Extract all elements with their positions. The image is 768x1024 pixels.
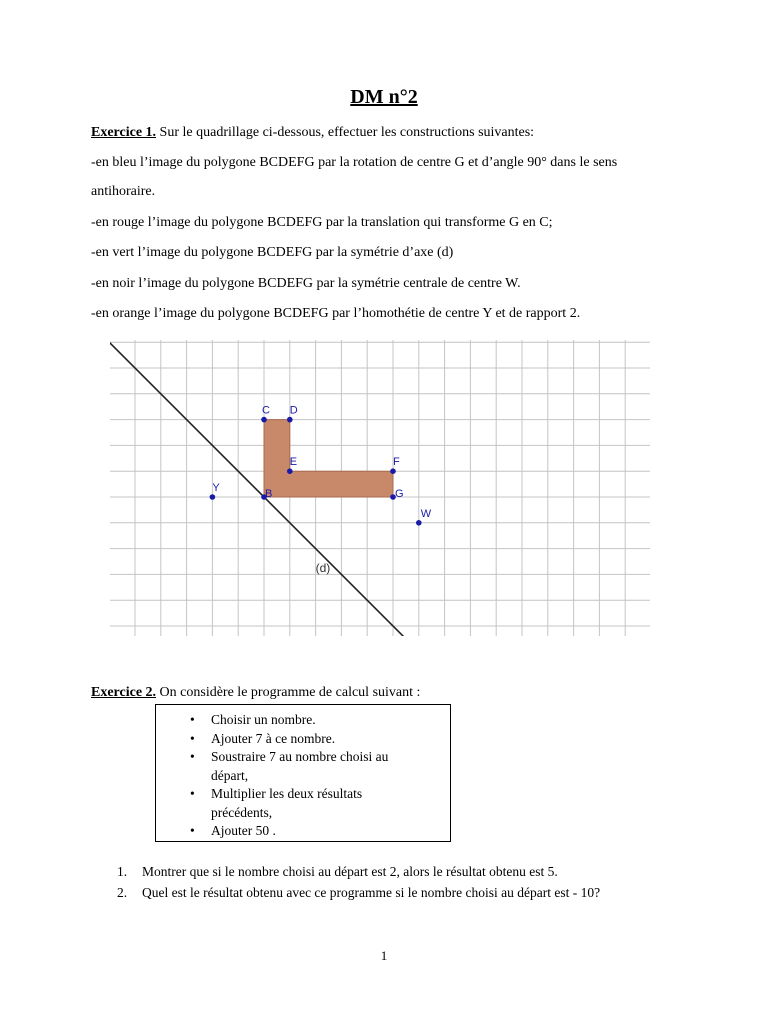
line-d-label: (d) (315, 560, 331, 575)
point-y (210, 494, 216, 500)
question-2 (117, 885, 600, 901)
exercise1-heading (91, 125, 534, 141)
question-text: Quel est le résultat obtenu avec ce programme si le nombre choisi au départ est - 10? (142, 885, 601, 900)
program-step: • Multiplier les deux résultats précédents, (211, 785, 442, 822)
exercise1-instruction: -en noir l’image du polygone BCDEFG par la symétrie centrale de centre W. (91, 276, 521, 291)
point-label-w: W (420, 507, 432, 520)
program-step: • Soustraire 7 au nombre choisi au départ, (211, 748, 442, 785)
point-e (287, 468, 293, 474)
page-number: 1 (380, 948, 388, 963)
exercise2-heading (91, 685, 420, 701)
point-label-y: Y (212, 482, 220, 494)
question-number: 2. (117, 885, 128, 900)
question-1 (117, 864, 558, 880)
exercise1-instruction: -en vert l’image du polygone BCDEFG par la symétrie d’axe (d) (91, 245, 454, 260)
point-c (261, 417, 267, 423)
exercise2-label: Exercice 2. (91, 685, 157, 700)
exercise1-instruction: -en rouge l’image du polygone BCDEFG par la translation qui transforme G en C; (91, 215, 553, 230)
point-w (416, 520, 422, 526)
point-label-f: F (393, 456, 400, 469)
exercise1-instruction: antihoraire. (91, 184, 156, 199)
geometry-grid-figure (110, 340, 650, 636)
program-step: • Ajouter 7 à ce nombre. (211, 730, 442, 749)
exercise1-instruction: -en bleu l’image du polygone BCDEFG par la rotation de centre G et d’angle 90° dans le sens (91, 155, 618, 170)
program-steps (156, 711, 442, 841)
question-number: 1. (117, 864, 128, 879)
question-text: Montrer que si le nombre choisi au départ est 2, alors le résultat obtenu est 5. (142, 864, 558, 879)
page-title: DM n°2 (350, 86, 418, 108)
point-d (287, 417, 293, 423)
point-label-b: B (265, 488, 273, 500)
exercise1-label: Exercice 1. (91, 125, 157, 140)
program-step: • Ajouter 50 . (211, 822, 442, 841)
exercise1-intro: Sur le quadrillage ci-dessous, effectuer les constructions suivantes: (156, 125, 535, 140)
point-label-e: E (289, 456, 298, 469)
exercise1-instruction: -en orange l’image du polygone BCDEFG par l’homothétie de centre Y et de rapport 2. (91, 306, 581, 321)
polygon-bcdefg (264, 420, 393, 497)
point-label-c: C (262, 404, 270, 417)
calculation-program-box (155, 704, 451, 842)
point-label-d: D (289, 404, 298, 417)
program-step: • Choisir un nombre. (211, 711, 442, 730)
point-f (390, 468, 396, 474)
point-label-g: G (395, 488, 404, 500)
exercise2-intro: On considère le programme de calcul suivant : (156, 685, 421, 700)
